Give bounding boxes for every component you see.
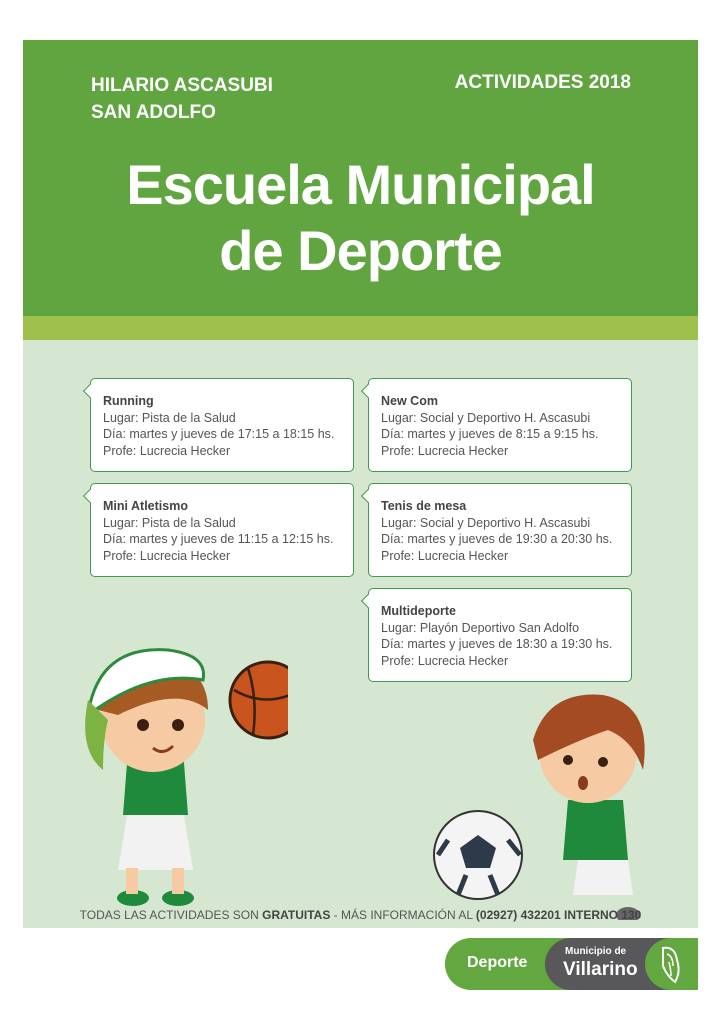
logo-emblem [645,938,698,990]
boy-with-basketball-illustration [58,640,288,910]
activity-card [90,483,354,577]
logo-gray-block [545,938,698,990]
footer-free: GRATUITAS [262,908,331,922]
location-line: HILARIO ASCASUBI [91,75,273,96]
footer-text: TODAS LAS ACTIVIDADES SON [79,908,263,922]
location [91,72,273,126]
activity-teacher: Profe: Lucrecia Hecker [381,653,509,668]
activity-place: Lugar: Playón Deportivo San Adolfo [381,620,580,635]
activity-name: Tenis de mesa [381,499,467,513]
activity-teacher: Profe: Lucrecia Hecker [103,443,231,458]
activity-teacher: Profe: Lucrecia Hecker [103,548,231,563]
activity-card [368,378,632,472]
year-label: ACTIVIDADES 2018 [454,72,631,93]
activity-name: Multideporte [381,604,456,618]
activity-place: Lugar: Social y Deportivo H. Ascasubi [381,515,591,530]
page-title [23,152,698,284]
activity-name: New Com [381,394,438,408]
fingerprint-map-icon [645,938,698,990]
activity-place: Lugar: Social y Deportivo H. Ascasubi [381,410,591,425]
activity-place: Lugar: Pista de la Salud [103,410,236,425]
activity-schedule: Día: martes y jueves de 19:30 a 20:30 hs. [381,532,613,546]
activity-schedule: Día: martes y jueves de 8:15 a 9:15 hs. [381,427,599,441]
poster [23,40,698,928]
activity-card [368,483,632,577]
activity-place: Lugar: Pista de la Salud [103,515,236,530]
location-line: SAN ADOLFO [91,102,216,123]
activity-teacher: Profe: Lucrecia Hecker [381,443,509,458]
title-line: de Deporte [219,219,502,282]
footer-info [23,908,698,922]
logo-section: Deporte [467,954,528,971]
activity-name: Running [103,394,154,408]
activity-card [368,588,632,682]
title-line: Escuela Municipal [126,153,595,216]
divider-band [23,316,698,340]
footer-text: - MÁS INFORMACIÓN AL [330,908,476,922]
activity-schedule: Día: martes y jueves de 17:15 a 18:15 hs. [103,427,335,441]
logo-municipio: Municipio de [565,946,627,957]
activity-schedule: Día: martes y jueves de 11:15 a 12:15 hs. [103,532,334,546]
activity-teacher: Profe: Lucrecia Hecker [381,548,509,563]
logo-name: Villarino [563,959,638,980]
activity-name: Mini Atletismo [103,499,188,513]
municipio-logo [445,938,698,990]
header [23,40,698,316]
activity-schedule: Día: martes y jueves de 18:30 a 19:30 hs. [381,637,613,651]
footer-phone: (02927) 432201 INTERNO 130 [475,908,642,922]
activity-card [90,378,354,472]
girl-with-soccer-ball-illustration [428,680,668,920]
